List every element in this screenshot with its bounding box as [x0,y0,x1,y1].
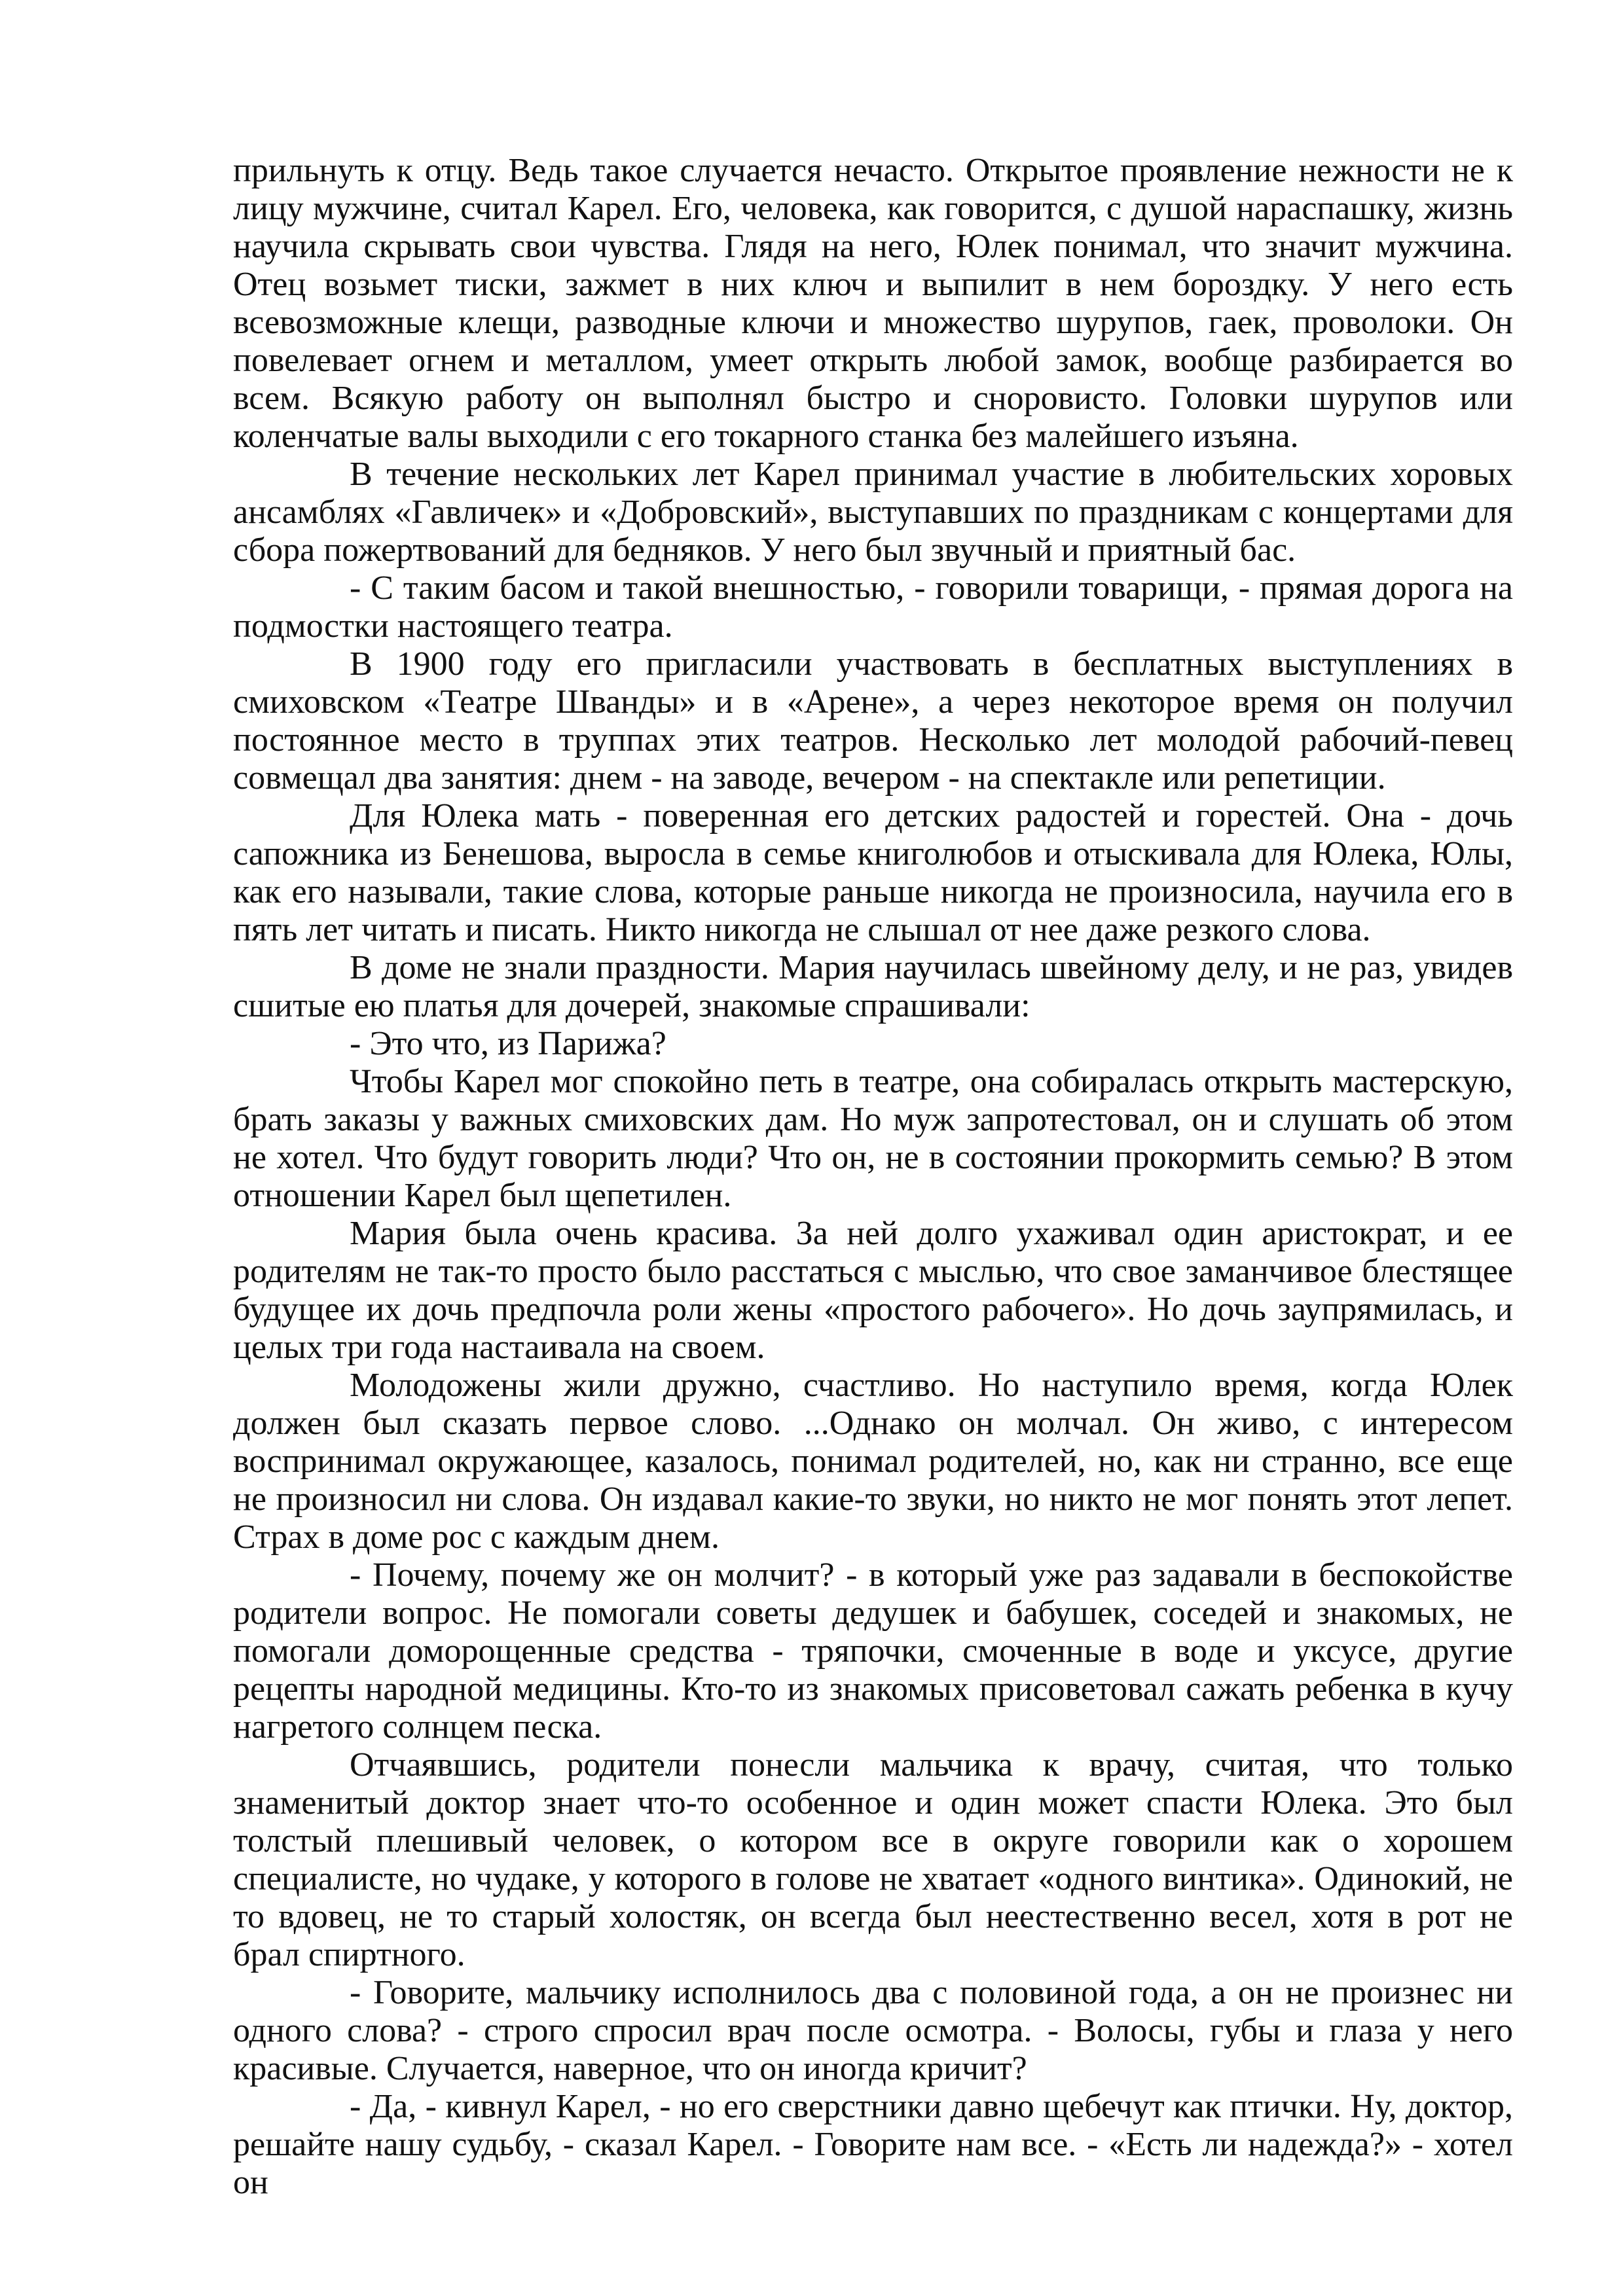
paragraph-7: - Это что, из Парижа? [350,1025,666,1062]
paragraph-14: - Да, - кивнул Карел, - но его сверстники давно щебечут как птички. Ну, доктор, решайте нашу судьбу, - сказал Карел. - Говорите нам все. - «Есть ли надежда?» - хотел он [233,2088,1513,2201]
paragraph-13: - Говорите, мальчику исполнилось два с половиной года, а он не произнес ни одного слова? - строго спросил врач после осмотра. - Волосы, губы и глаза у него красивые. Случается, наверное, что он иногда кричит? [233,1974,1513,2087]
paragraph-12: Отчаявшись, родители понесли мальчика к врачу, считая, что только знаменитый доктор знает что-то особенное и один может спасти Юлека. Это был толстый плешивый человек, о котором все в округе говорили как о хорошем специалисте, но чудаке, у которого в голове не хватает «одного винтика». Одинокий, не то вдовец, не то старый холостяк, он всегда был неестественно весел, хотя в рот не брал спиртного. [233,1746,1513,1973]
paragraph-11: - Почему, почему же он молчит? - в который уже раз задавали в беспокойстве родители вопрос. Не помогали советы дедушек и бабушек, соседей и знакомых, не помогали доморощенные средства - тряпочки, смоченные в воде и уксусе, другие рецепты народной медицины. Кто-то из знакомых присоветовал сажать ребенка в кучу нагретого солнцем песка. [233,1556,1513,1746]
paragraph-10: Молодожены жили дружно, счастливо. Но наступило время, когда Юлек должен был сказать первое слово. ...Однако он молчал. Он живо, с интересом воспринимал окружающее, казалось, понимал родителей, но, как ни странно, все еще не произносил ни слова. Он издавал какие-то звуки, но никто не мог понять этот лепет. Страх в доме рос с каждым днем. [233,1367,1513,1556]
document-page [233,152,1513,2202]
paragraph-8: Чтобы Карел мог спокойно петь в театре, она собиралась открыть мастерскую, брать заказы у важных смиховских дам. Но муж запротестовал, он и слушать об этом не хотел. Что будут говорить люди? Что он, не в состоянии прокормить семью? В этом отношении Карел был щепетилен. [233,1063,1513,1214]
paragraph-2: В течение нескольких лет Карел принимал участие в любительских хоровых ансамблях «Гавличек» и «Добровский», выступавших по праздникам с концертами для сбора пожертвований для бедняков. У него был звучный и приятный бас. [233,456,1513,569]
paragraph-1: прильнуть к отцу. Ведь такое случается нечасто. Открытое проявление нежности не к лицу мужчине, считал Карел. Его, человека, как говорится, с душой нараспашку, жизнь научила скрывать свои чувства. Глядя на него, Юлек понимал, что значит мужчина. Отец возьмет тиски, зажмет в них ключ и выпилит в нем бороздку. У него есть всевозможные клещи, разводные ключи и множество шурупов, гаек, проволоки. Он повелевает огнем и металлом, умеет открыть любой замок, вообще разбирается во всем. Всякую работу он выполнял быстро и сноровисто. Головки шурупов или коленчатые валы выходили с его токарного станка без малейшего изъяна. [233,152,1513,455]
paragraph-9: Мария была очень красива. За ней долго ухаживал один аристократ, и ее родителям не так-то просто было расстаться с мыслью, что свое заманчивое блестящее будущее их дочь предпочла роли жены «простого рабочего». Но дочь заупрямилась, и целых три года настаивала на своем. [233,1215,1513,1366]
paragraph-6: В доме не знали праздности. Мария научилась швейному делу, и не раз, увидев сшитые ею платья для дочерей, знакомые спрашивали: [233,949,1513,1024]
paragraph-3: - С таким басом и такой внешностью, - говорили товарищи, - прямая дорога на подмостки настоящего театра. [233,569,1513,645]
paragraph-5: Для Юлека мать - поверенная его детских радостей и горестей. Она - дочь сапожника из Бенешова, выросла в семье книголюбов и отыскивала для Юлека, Юлы, как его называли, такие слова, которые раньше никогда не произносила, научила его в пять лет читать и писать. Никто никогда не слышал от нее даже резкого слова. [233,797,1513,948]
paragraph-4: В 1900 году его пригласили участвовать в бесплатных выступлениях в смиховском «Театре Шванды» и в «Арене», а через некоторое время он получил постоянное место в труппах этих театров. Несколько лет молодой рабочий-певец совмещал два занятия: днем - на заводе, вечером - на спектакле или репетиции. [233,645,1513,797]
